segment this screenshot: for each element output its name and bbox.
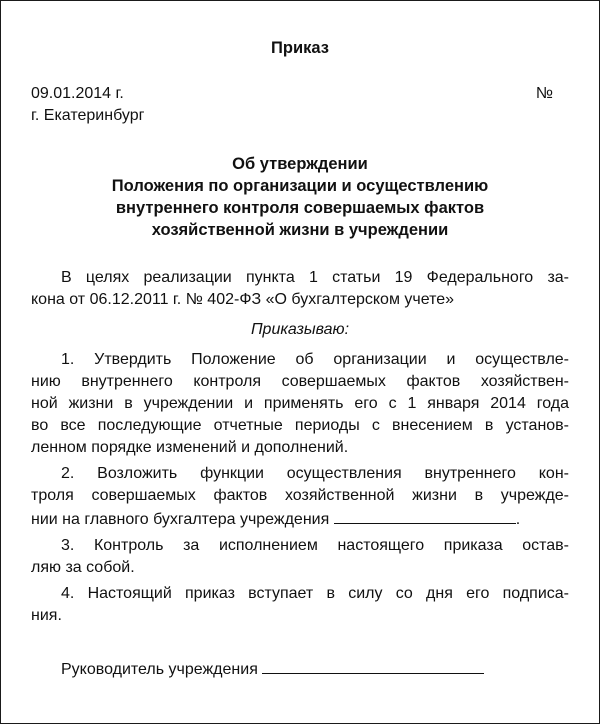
order-item-1 [31, 349, 569, 459]
subject-line: хозяйственной жизни в учреждении [151, 221, 449, 239]
item-line: 1. Утвердить Положение об организации и осуществле- [61, 351, 569, 368]
order-item-4 [31, 583, 569, 627]
item-line: ной жизни в учреждении и применять его с 1 января 2014 года [31, 395, 569, 412]
item-line: 3. Контроль за исполнением настоящего приказа остав- [61, 537, 569, 554]
item-text: нии на главного бухгалтера учреждения [31, 511, 330, 528]
subject-line: Положения по организации и осуществлению [111, 177, 489, 195]
item-line: во все последующие отчетные периоды с внесением в установ- [31, 417, 569, 434]
date-number-row [31, 83, 569, 105]
document-number-label: № [535, 85, 553, 102]
order-item-3 [31, 535, 569, 579]
document-date: 09.01.2014 г. [31, 85, 124, 102]
subject-line: Об утверждении [232, 155, 368, 173]
accountant-name-blank [334, 507, 516, 524]
signature-line [31, 657, 569, 681]
item-line: 4. Настоящий приказ вступает в силу со дня его подписа- [61, 585, 569, 602]
item-line-with-blank [31, 507, 569, 531]
preamble [31, 267, 569, 311]
subject-line: внутреннего контроля совершаемых фактов [115, 199, 485, 217]
item-line: 2. Возложить функции осуществления внутреннего кон- [61, 465, 569, 482]
document-title: Приказ [271, 39, 329, 57]
signature-blank [262, 657, 484, 674]
orders-word: Приказываю: [250, 321, 350, 338]
item-text: . [515, 511, 521, 528]
document-subject [31, 153, 569, 241]
document-city: г. Екатеринбург [31, 107, 145, 124]
item-line: ленном порядке изменений и дополнений. [31, 439, 349, 456]
signature-label: Руководитель учреждения [61, 661, 258, 678]
item-line: ляю за собой. [31, 559, 135, 576]
item-line: ния. [31, 607, 62, 624]
item-line: троля совершаемых фактов хозяйственной жизни в учрежде- [31, 487, 569, 504]
preamble-line: кона от 06.12.2011 г. № 402-ФЗ «О бухгалтерском учете» [31, 291, 455, 308]
item-line: нию внутреннего контроля совершаемых фактов хозяйствен- [31, 373, 569, 390]
preamble-line: В целях реализации пункта 1 статьи 19 Федерального за- [61, 269, 569, 286]
order-item-2 [31, 463, 569, 531]
